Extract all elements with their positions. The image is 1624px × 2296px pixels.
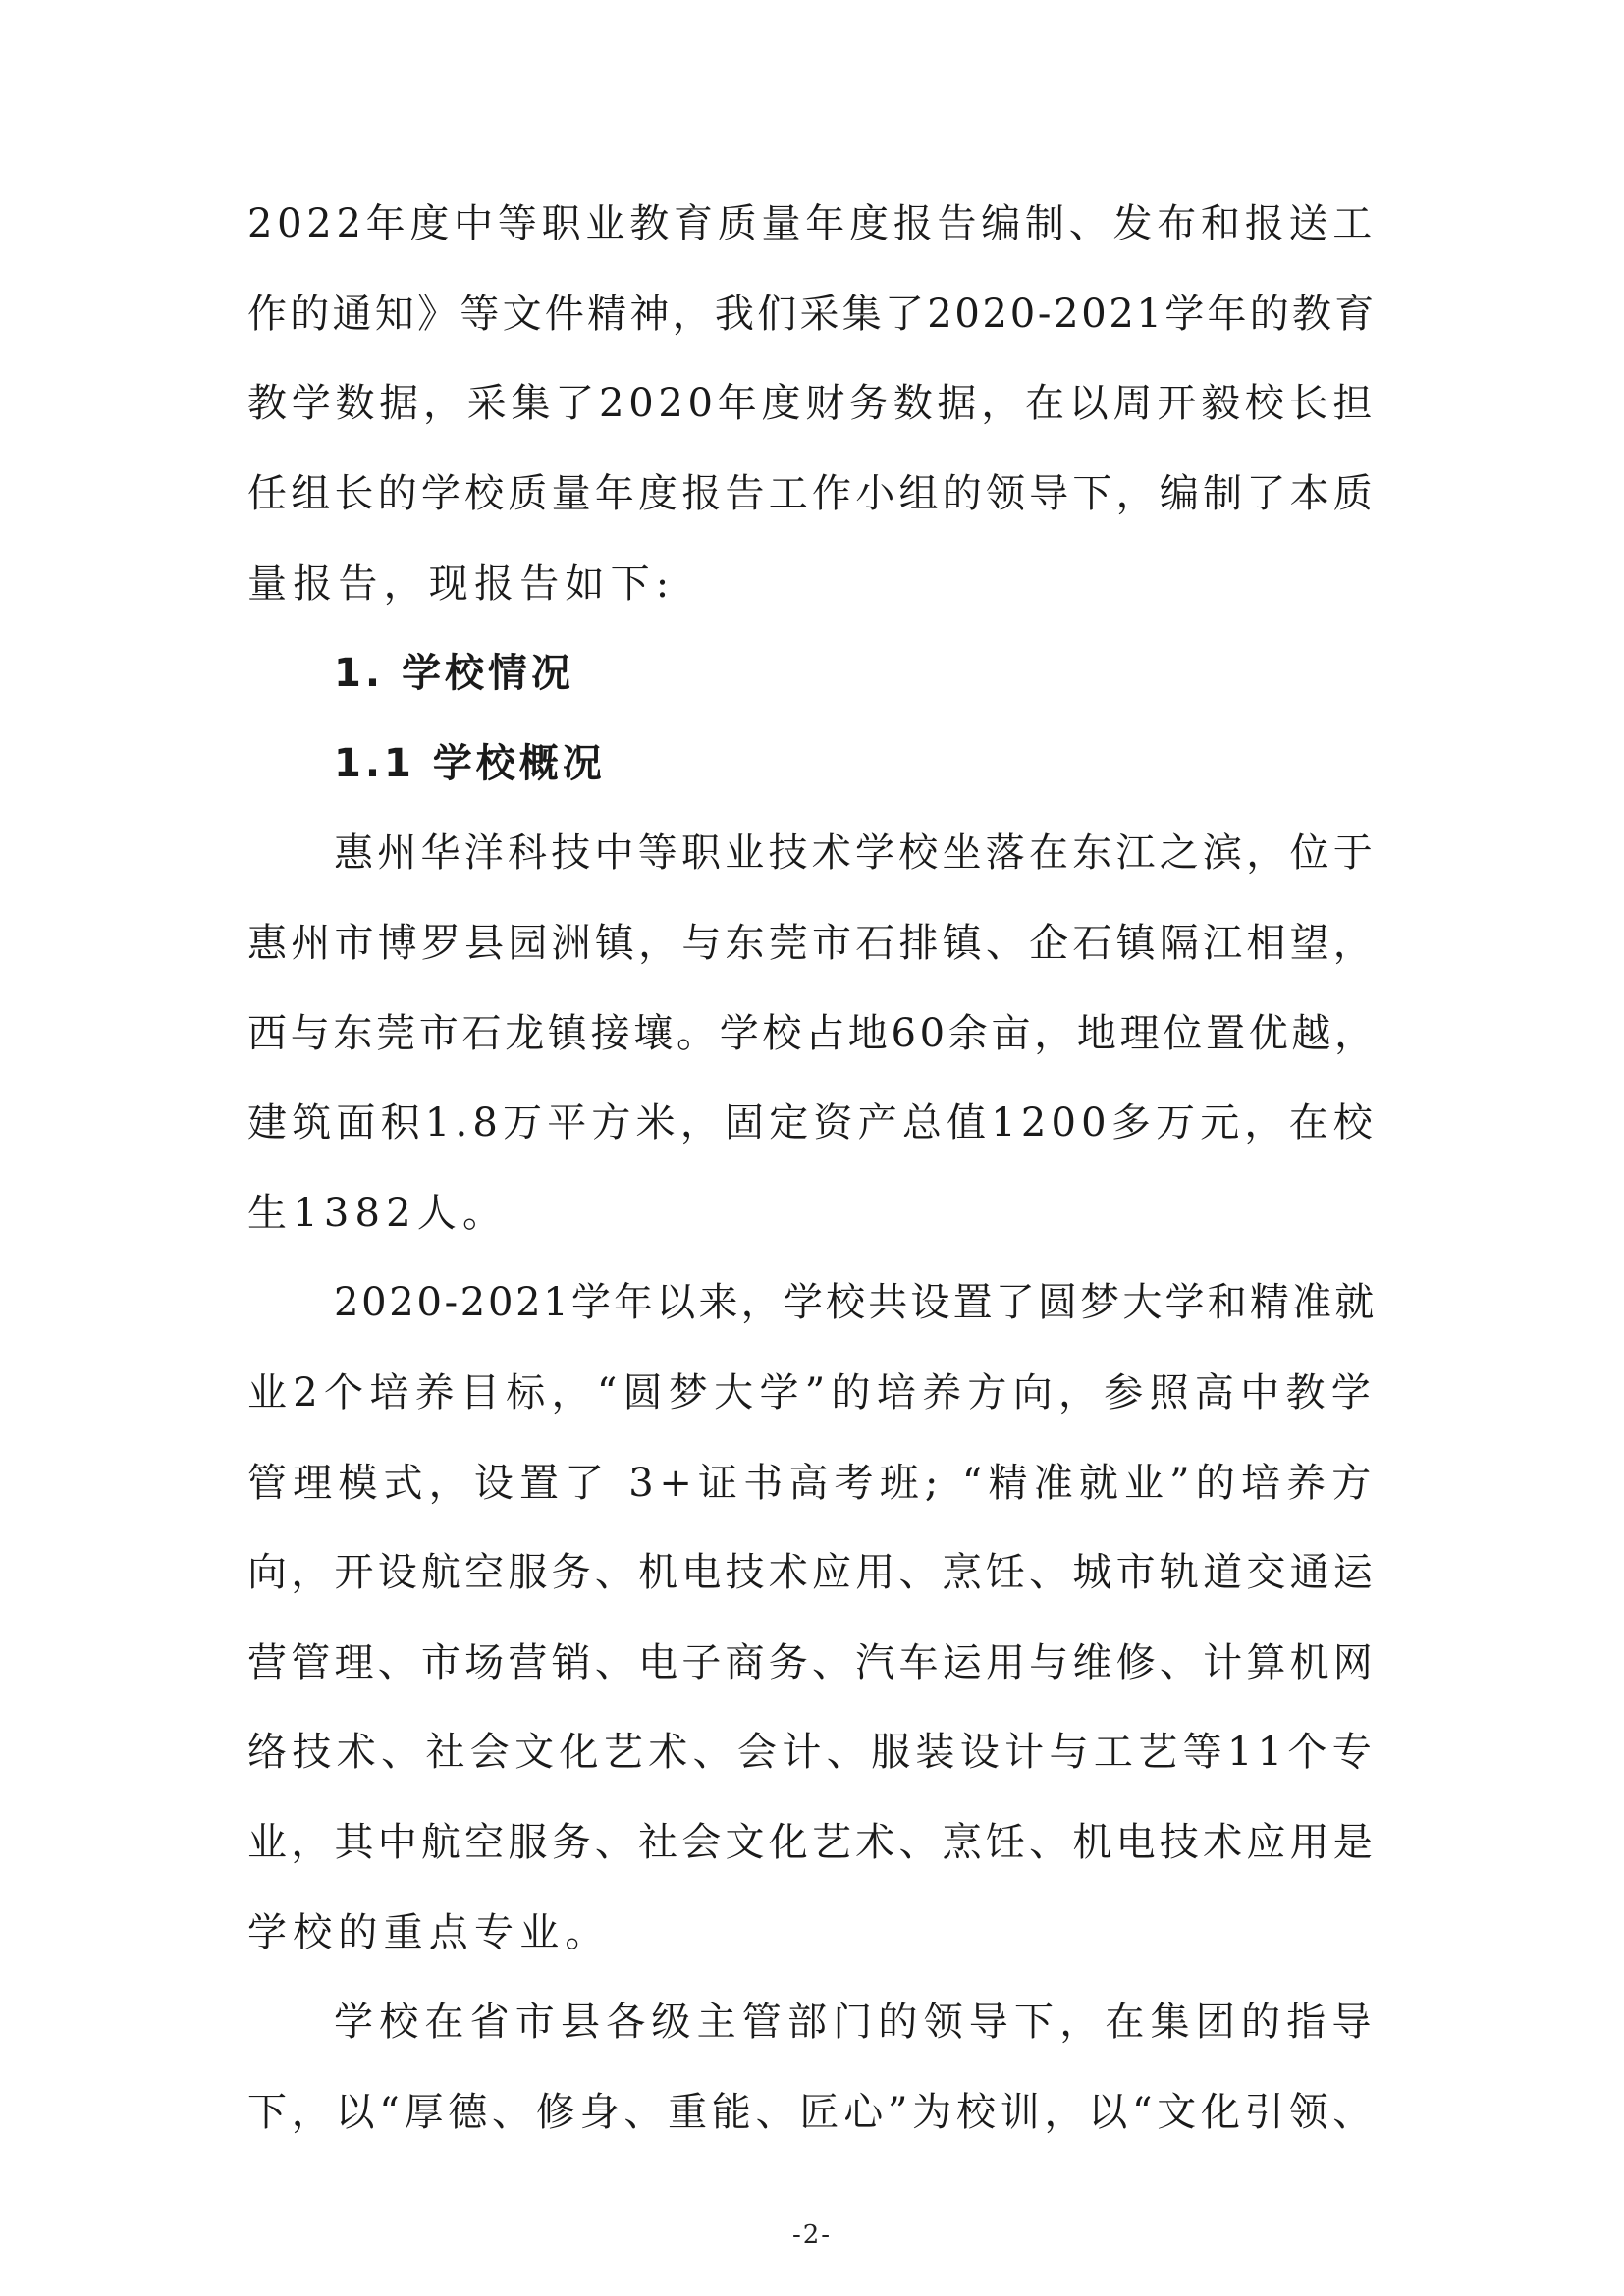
text-line: 西与东莞市石龙镇接壤。学校占地60余亩，地理位置优越， xyxy=(247,1011,1378,1056)
text-line: 业，其中航空服务、社会文化艺术、烹饪、机电技术应用是 xyxy=(247,1820,1377,1865)
text-line: 学校的重点专业。 xyxy=(247,1910,611,1955)
text-line: 任组长的学校质量年度报告工作小组的领导下，编制了本质 xyxy=(247,471,1377,516)
text-line: 下，以“厚德、修身、重能、匠心”为校训，以“文化引领、 xyxy=(247,2090,1377,2135)
text-line: 向，开设航空服务、机电技术应用、烹饪、城市轨道交通运 xyxy=(247,1550,1377,1595)
text-line: 作的通知》等文件精神，我们采集了2020-2021学年的教育 xyxy=(247,292,1377,337)
text-line: 络技术、社会文化艺术、会计、服装设计与工艺等11个专 xyxy=(247,1730,1377,1775)
page-number: -2- xyxy=(791,2220,833,2250)
text-line: 量报告，现报告如下: xyxy=(247,561,676,607)
section-heading: 1. 学校情况 xyxy=(334,651,574,696)
paragraph-first-line: 2020-2021学年以来，学校共设置了圆梦大学和精准就 xyxy=(334,1280,1377,1325)
paragraph-first-line: 惠州华洋科技中等职业技术学校坐落在东江之滨，位于 xyxy=(334,830,1377,876)
paragraph-first-line: 学校在省市县各级主管部门的领导下，在集团的指导 xyxy=(334,2000,1378,2045)
text-line: 惠州市博罗县园洲镇，与东莞市石排镇、企石镇隔江相望， xyxy=(247,921,1377,966)
text-line: 教学数据，采集了2020年度财务数据，在以周开毅校长担 xyxy=(247,381,1377,426)
text-line: 管理模式，设置了 3+证书高考班; “精准就业”的培养方 xyxy=(247,1461,1377,1506)
text-line: 2022年度中等职业教育质量年度报告编制、发布和报送工 xyxy=(247,201,1377,246)
text-line: 建筑面积1.8万平方米，固定资产总值1200多万元，在校 xyxy=(247,1100,1379,1146)
text-line: 生1382人。 xyxy=(247,1191,509,1236)
text-line: 业2个培养目标，“圆梦大学”的培养方向，参照高中教学 xyxy=(247,1370,1377,1415)
subsection-heading: 1.1 学校概况 xyxy=(334,741,606,786)
text-line: 营管理、市场营销、电子商务、汽车运用与维修、计算机网 xyxy=(247,1640,1377,1685)
